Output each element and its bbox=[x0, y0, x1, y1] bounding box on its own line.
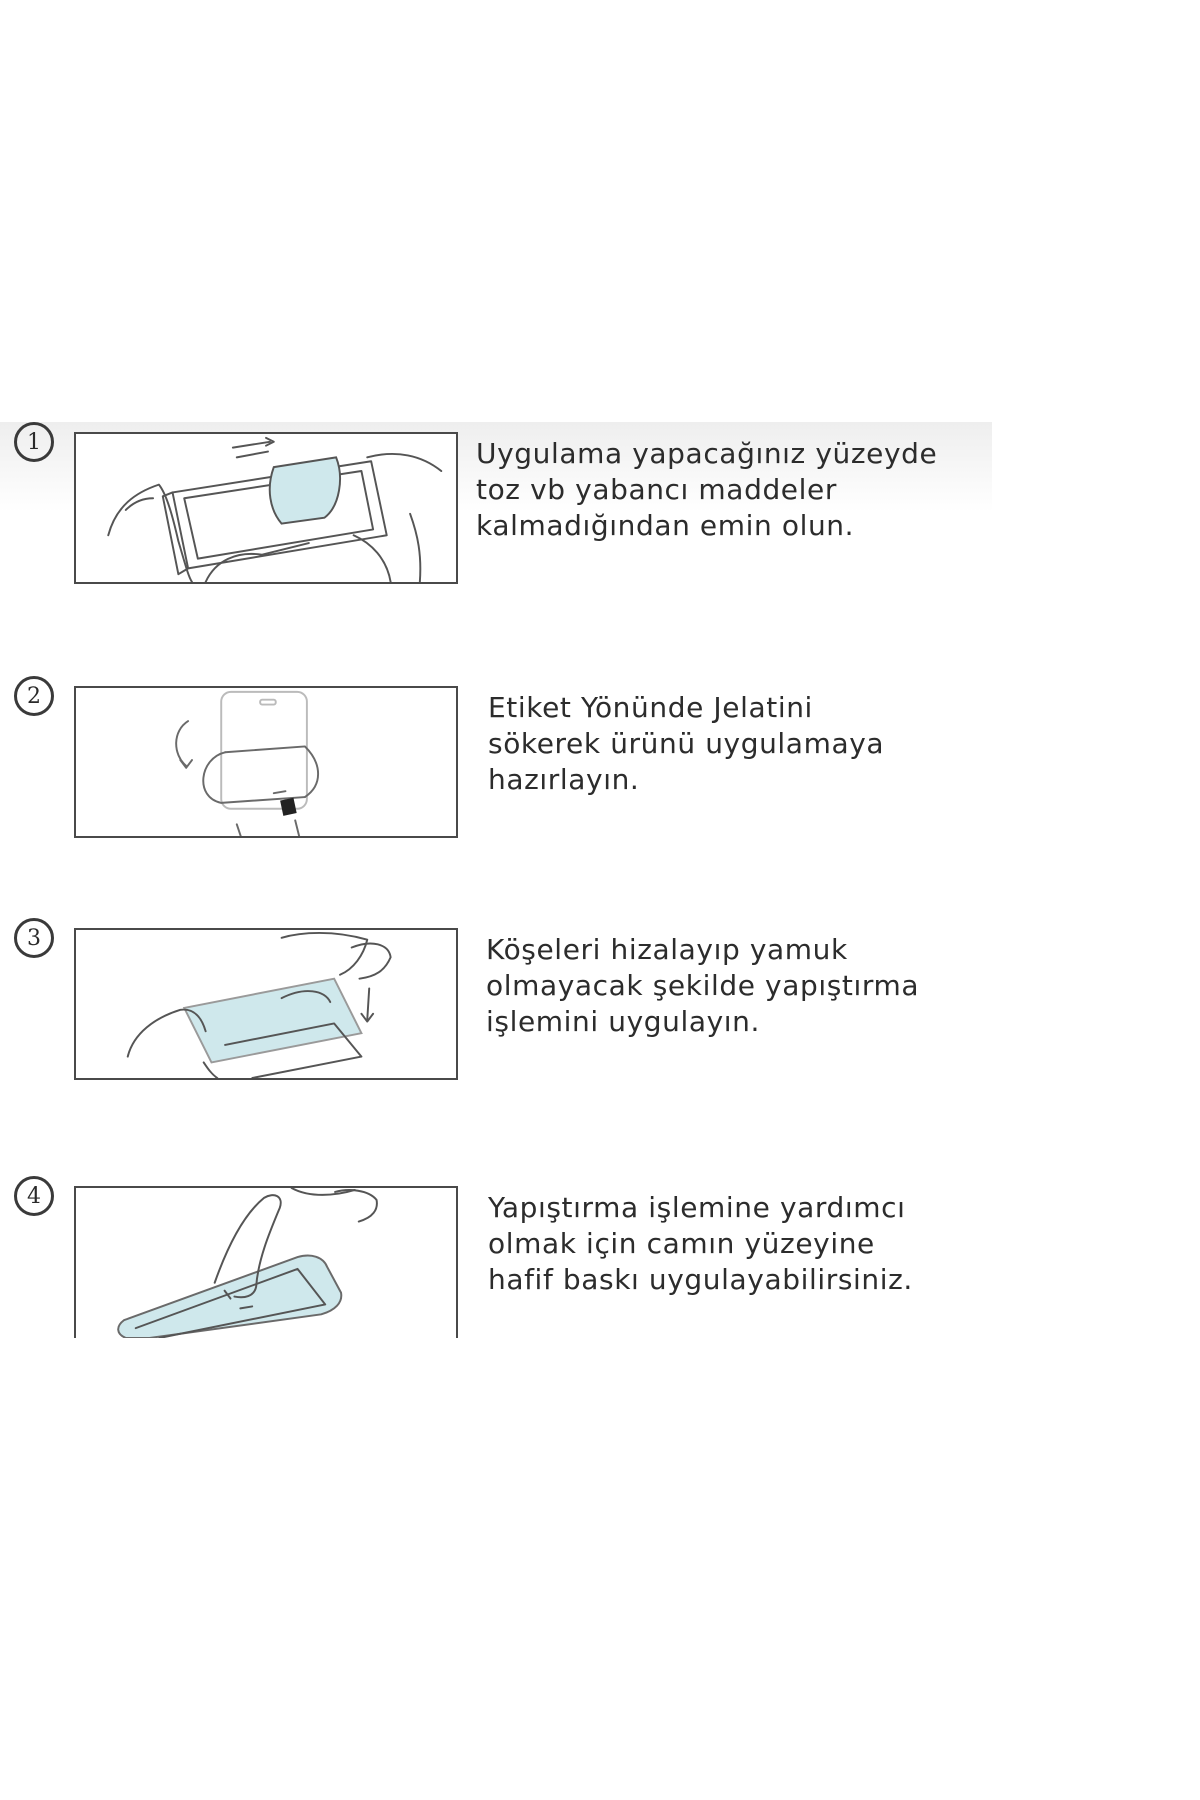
step-number-1: 1 bbox=[14, 422, 54, 462]
step-number-3: 3 bbox=[14, 918, 54, 958]
step-1-illustration-clean-surface bbox=[74, 432, 458, 584]
step-1-line-2: toz vb yabancı maddeler bbox=[476, 473, 837, 506]
step-3-line-2: olmayacak şekilde yapıştırma bbox=[486, 969, 920, 1002]
step-2-caption bbox=[488, 690, 884, 798]
step-1-line-3: kalmadığından emin olun. bbox=[476, 509, 855, 542]
step-4-illustration-press-surface bbox=[74, 1186, 458, 1338]
align-glass-icon bbox=[76, 930, 456, 1078]
step-2-line-2: sökerek ürünü uygulamaya bbox=[488, 727, 885, 760]
step-1-line-1: Uygulama yapacağınız yüzeyde bbox=[476, 437, 938, 470]
step-3-line-1: Köşeleri hizalayıp yamuk bbox=[486, 933, 848, 966]
step-3-line-3: işlemini uygulayın. bbox=[486, 1005, 761, 1038]
press-screen-icon bbox=[76, 1188, 456, 1338]
step-1-caption bbox=[476, 436, 937, 544]
step-4-caption bbox=[488, 1190, 913, 1298]
step-number-4: 4 bbox=[14, 1176, 54, 1216]
step-4-line-2: olmak için camın yüzeyine bbox=[488, 1227, 875, 1260]
step-3-caption bbox=[486, 932, 919, 1040]
step-number-2: 2 bbox=[14, 676, 54, 716]
step-4-line-3: hafif baskı uygulayabilirsiniz. bbox=[488, 1263, 913, 1296]
instruction-sheet bbox=[0, 422, 992, 1328]
step-4-line-1: Yapıştırma işlemine yardımcı bbox=[488, 1191, 906, 1224]
peel-film-icon bbox=[76, 688, 456, 836]
cleaning-hands-icon bbox=[76, 434, 456, 582]
step-3-illustration-align-glass bbox=[74, 928, 458, 1080]
step-2-illustration-peel-film bbox=[74, 686, 458, 838]
step-2-line-3: hazırlayın. bbox=[488, 763, 640, 796]
step-2-line-1: Etiket Yönünde Jelatini bbox=[488, 691, 813, 724]
